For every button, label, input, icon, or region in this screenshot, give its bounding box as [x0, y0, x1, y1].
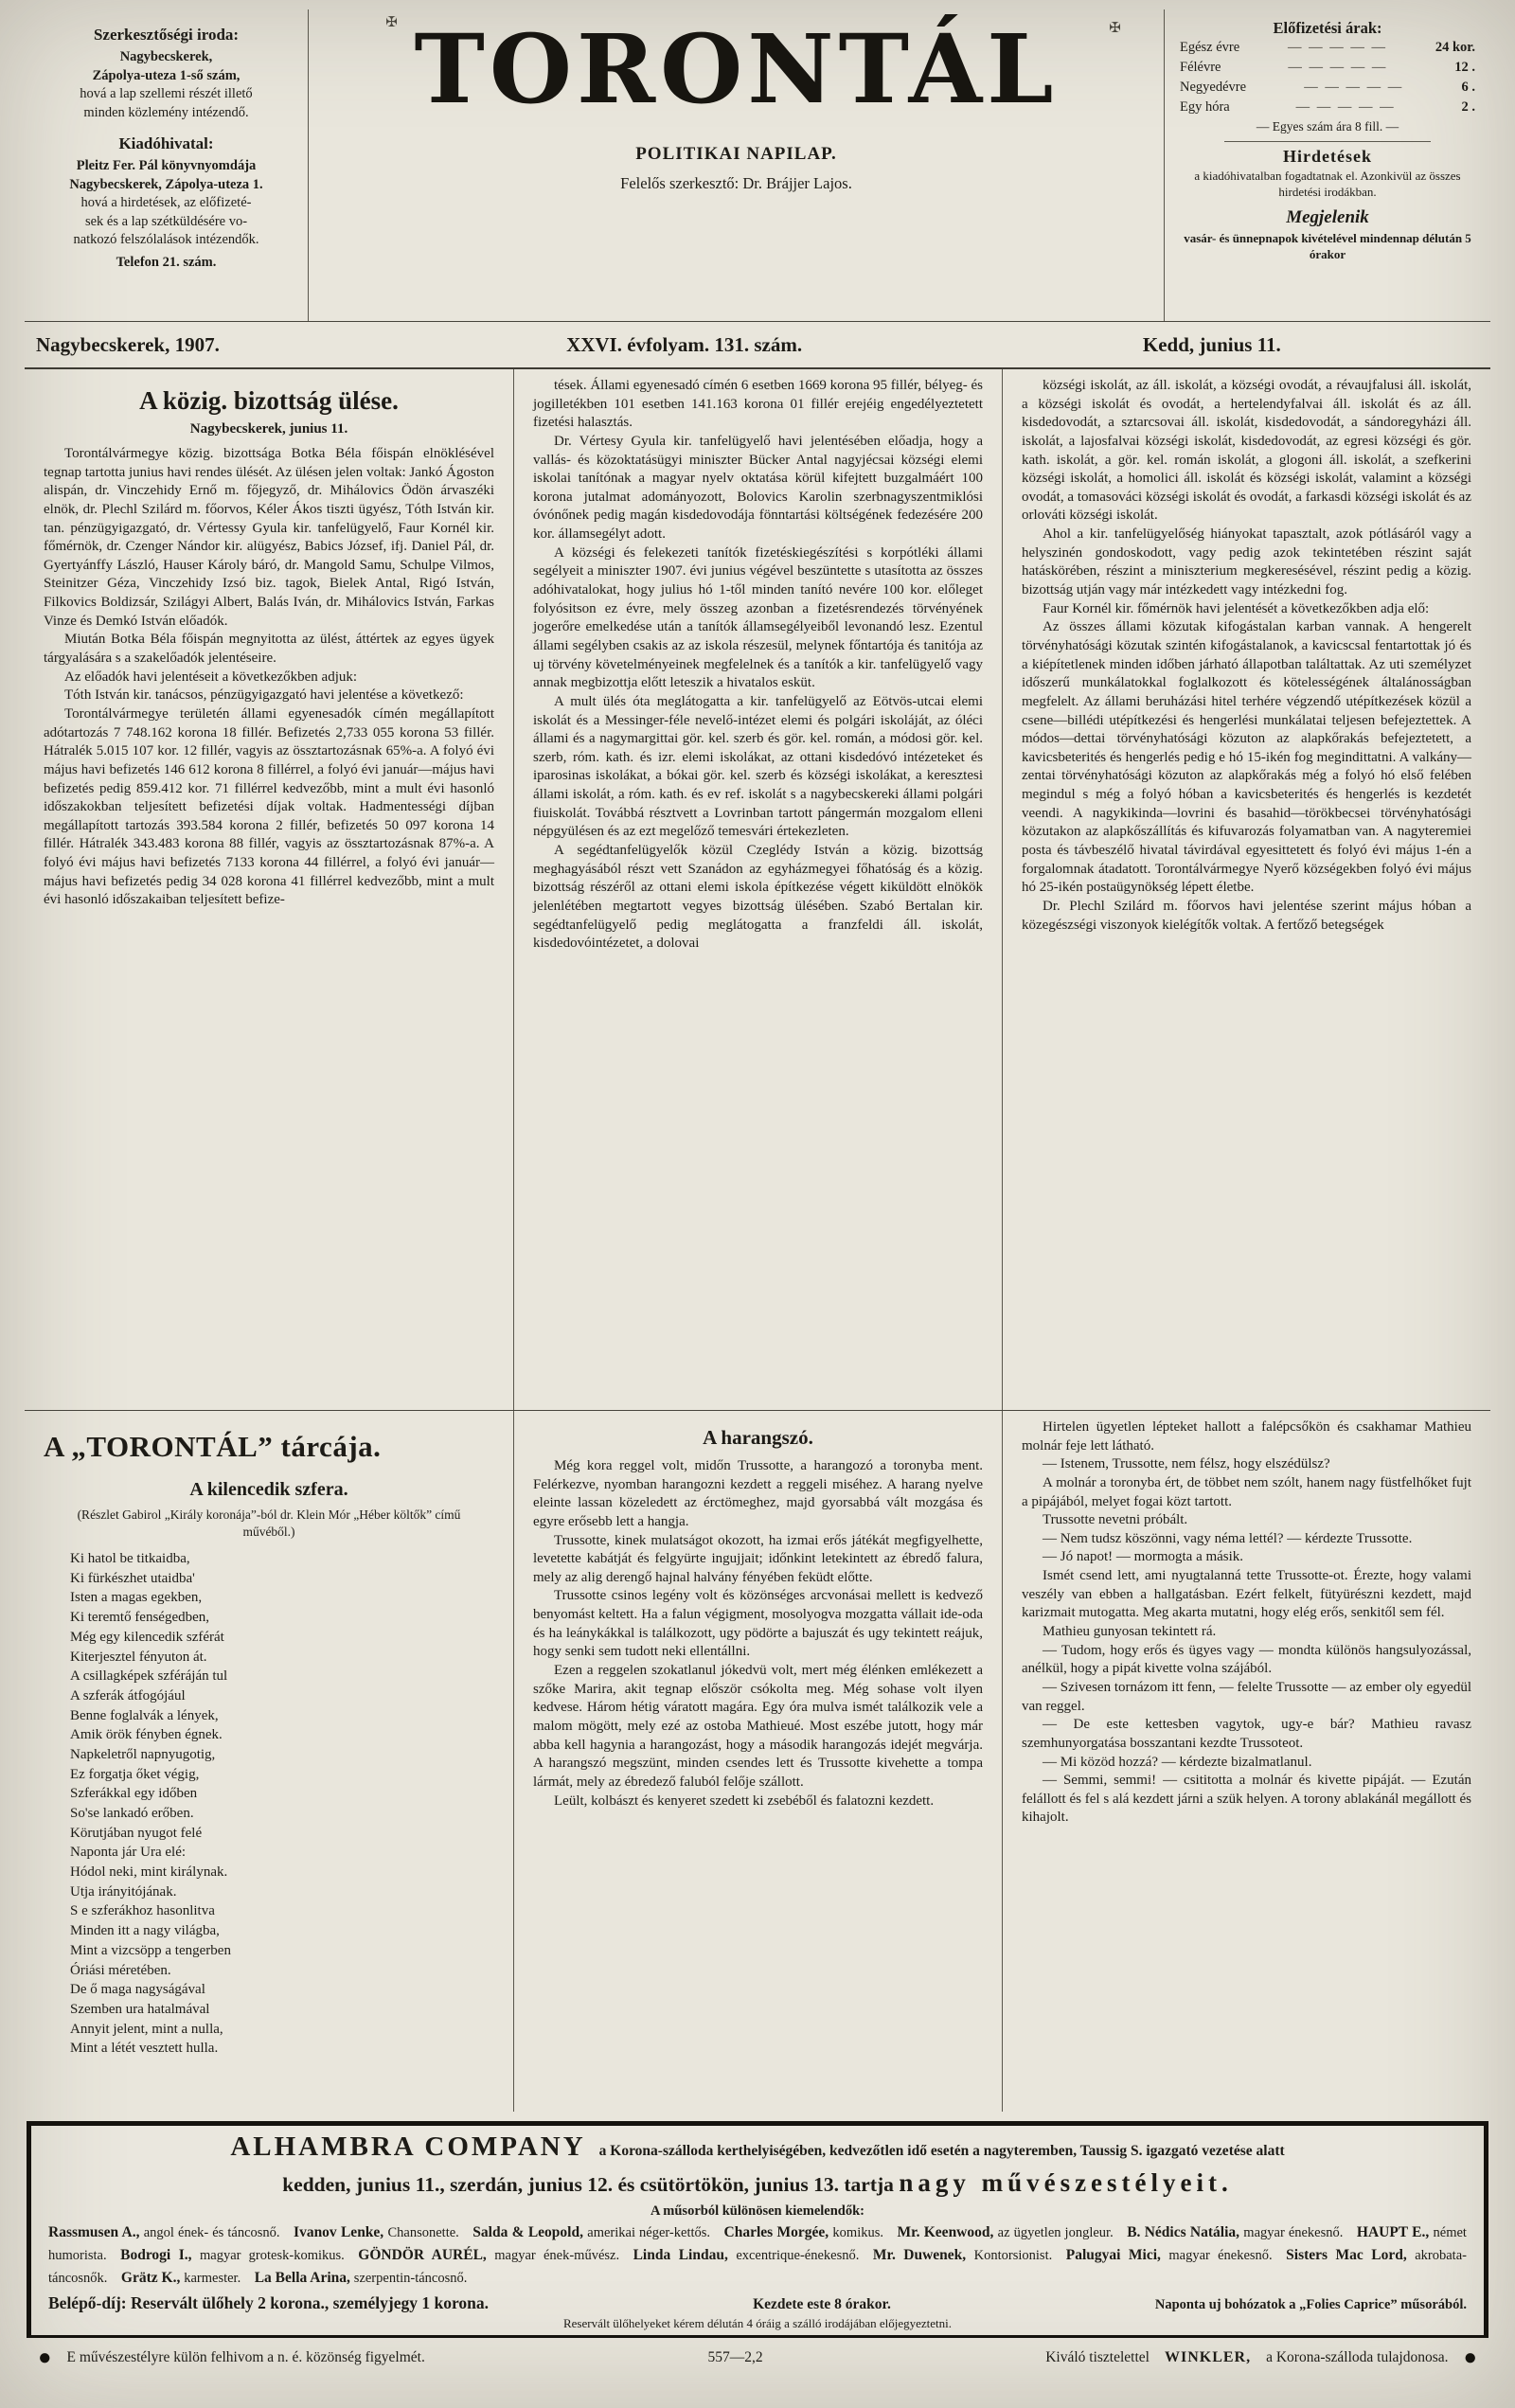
poem-line: S e szferákhoz hasonlitva [70, 1903, 215, 1919]
paragraph: — Mi közöd hozzá? — kérdezte bizalmatlanul. [1043, 1754, 1312, 1770]
publisher-line: Nagybecskerek, Zápolya-uteza 1. [69, 176, 263, 192]
publisher-lines [36, 157, 296, 272]
rate-label: Félévre [1180, 60, 1221, 76]
poem-line: Utja irányitójának. [70, 1883, 177, 1900]
paragraph: A segédtanfelügyelők közül Czeglédy István a közig. bizottság meghagyásából részt vett Szanádon az egyházmegyei főhatóság és a közig. bizottság részéről az ottani elemi iskola építkezése végett kiküldött elnökök jelenlétében megtartott vegyes bizottság ülésében. Szabó Bertalan kir. segédtanfelügyelő pedig meglátogatta a franzfeldi áll. iskolát, kisdedovóintézetet, a dolovai [533, 843, 983, 952]
performer-entry: Bodrogi I., magyar grotesk-komikus. [120, 2247, 359, 2264]
ad-entry-price: Belépő-díj: Reservált ülőhely 2 korona., személyjegy 1 korona. [48, 2293, 490, 2313]
paragraph: — Jó napot! — mormogta a másik. [1043, 1549, 1244, 1565]
performer-entry: Charles Morgée, komikus. [723, 2224, 898, 2240]
article-dateline: Nagybecskerek, junius 11. [189, 421, 348, 437]
poem-line: Még egy kilencedik szférát [70, 1629, 224, 1645]
rate-row [1180, 78, 1475, 98]
rate-value: 24 kor. [1435, 40, 1475, 55]
publisher-line: Pleitz Fer. Pál könyvnyomdája [76, 158, 257, 174]
printer-mark-icon: ✠ [1109, 21, 1121, 36]
paragraph: Tóth István kir. tanácsos, pénzügyigazgató havi jelentése a következő: [64, 687, 464, 704]
printer-mark-icon: ✠ [385, 15, 398, 30]
bullet-icon: ● [38, 2346, 52, 2371]
poem-line: Isten a magas egekben, [70, 1590, 203, 1606]
dateline-volume-issue: XXVI. évfolyam. 131. szám. [566, 332, 803, 356]
editorial-line: Nagybecskerek, [119, 48, 213, 64]
rate-dashes: — — — — — [1304, 80, 1404, 96]
paragraph: Leült, kolbászt és kenyeret szedett ki zsebéből és falatozni kezdett. [554, 1793, 935, 1809]
ad-company-name: ALHAMBRA COMPANY [230, 2132, 586, 2162]
paragraph: Torontálvármegye közig. bizottsága Botka Béla főispán elnöklésével tegnap tartotta junius havi rendes ülését. Az ülésen jelen voltak: Jankó Ágoston alispán, dr. Vinczehidy Ernő m. főjegyző, dr. Mihálovics Ödön árvaszéki elnök, dr. Plechl Szilárd m. főorvos, Kéler Ákos tiszti ügyész, Tóth István kir. tan. pénzügyigazgató, dr. Vértessy Gyula kir. tanfelügyelő, Faur Kornél kir. főmérnök, dr. Czenger Nándor kir. alügyész, Babics József, ifj. Daniel Pál, dr. Gyertyánffy László, Hauser Károly báró, dr. Mangold Samu, Schulpe Vilmos, Steinitzer Géza, Vinczehidy Izsó biz. tagok, Bielek Antal, Rigó István, Filkovics Boldizsár, Szilágyi Albert, Balás Iván, dr. Mihálovics István, Farkas Vinze és Demkó István előadók. [44, 446, 494, 629]
rate-row [1180, 38, 1475, 58]
paragraph: A mult ülés óta meglátogatta a kir. tanfelügyelő az Eötvös-utcai elemi iskolát és a Messinger-féle nevelő-intézet elemi és polgári iskoláját, az óléci állami és a nagymargittai gör. kel. szerb és gör. kel. román, a módosi gör. kel. szerb, róm. kath. és izr. elemi iskolákat, az ottani kisdedóvó intézeteket és iparosinas iskolákat, a bókai gör. kel. szerb és községi iskolákat, a keresztesi állami iskolát, a róm. kath. és ev ref. iskolát s a nagybecskereki állami polgári fiuiskolát. Továbbá résztvett a Lovrinban tartott pángermán mozgalom elleni népgyülésen és az ezt megelőző temesvári értekezleten. [533, 693, 983, 840]
rate-dashes: — — — — — [1295, 99, 1396, 116]
ads-title: Hirdetések [1283, 147, 1372, 167]
subscription-title: Előfizetési árak: [1273, 19, 1382, 37]
poem-line: Mint a vizcsöpp a tengerben [70, 1942, 231, 1958]
dateline-place-year: Nagybecskerek, 1907. [36, 332, 220, 356]
poem-line: Kiterjesztel fényuton át. [70, 1649, 207, 1665]
paragraph: Miután Botka Béla főispán megnyitotta az ülést, áttértek az egyes ügyek tárgyalására s a szakelőadók jelentéseire. [44, 632, 494, 667]
bullet-icon: ● [1463, 2346, 1477, 2371]
poem-line: Ez forgatja őket végig, [70, 1766, 200, 1782]
paragraph: Dr. Plechl Szilárd m. főorvos havi jelentése szerint május hóban a közegészségi viszonyok kielégítők voltak. A fertőző betegségek [1022, 898, 1471, 933]
paragraph: Még kora reggel volt, midőn Trussotte, a harangozó a toronyba ment. Felérkezve, nyomban harangozni kezdett a reggeli miséhez. A harang nyelve eleinte lassan közeledett az érctömeghez, majd gyorsabbá vált mozgása és egyre erősebb lett a hangja. [533, 1458, 983, 1529]
poem-line: Hódol neki, mint királynak. [70, 1864, 228, 1881]
performer-entry: HAUPT E., német humorista. [48, 2224, 1467, 2264]
paragraph: Trussotte nevetni próbált. [1043, 1512, 1188, 1528]
editor-line: Felelős szerkesztő: Dr. Brájjer Lajos. [620, 174, 852, 192]
story-body-col2 [1022, 1418, 1471, 1828]
paragraph: tések. Állami egyenesadó címén 6 esetben 1669 korona 95 fillér, bélyeg- és jogilletékben 101 esetben 141.163 korona 01 fillér erejéig engedélyeztetett fizetési halasztás. [533, 378, 984, 431]
article-column-1 [25, 369, 513, 1410]
poem-line: Annyit jelent, mint a nulla, [70, 2021, 223, 2037]
paragraph: — Nem tudsz köszönni, vagy néma lettél? — kérdezte Trussotte. [1043, 1530, 1413, 1546]
performer-entry: Mr. Duwenek, Kontorsionist. [872, 2247, 1066, 2264]
ad-closing-text: E művészestélyre külön felhivom a n. é. közönség figyelmét. [66, 2349, 425, 2366]
paragraph: — Semmi, semmi! — csititotta a molnár és kivette pipáját. — Ezután felállott és fel s alá kezdett járni a szük helyen. A torony ablakánál megállott és kihajolt. [1022, 1773, 1471, 1826]
paragraph: — Szivesen tornázom itt fenn, — felelte Trussotte — az ember oly egyedül van reggel. [1022, 1679, 1471, 1714]
dateline [25, 322, 1490, 369]
poem-body [44, 1549, 494, 2059]
feuilleton-column-1 [25, 1411, 513, 2112]
story-title: A harangszó. [703, 1426, 813, 1449]
poem-line: Minden itt a nagy világba, [70, 1923, 220, 1939]
rate-value: 6 . [1461, 80, 1475, 96]
ad-reservation-note: Reservált ülőhelyeket kérem délután 4 óráig a szálló irodájában előjegyeztetni. [562, 2316, 953, 2331]
paragraph: Ezen a reggelen szokatlanul jókedvü volt, mert még élénken emlékezett a szőke Marira, akit tegnap először csókolta meg. Még sohase volt ilyen kedvese. Három hétig váratott magára. Egy óra mulva ismét találkozik vele a malom mögött, mely ezé az ostoba Mathieué. Most eszébe jutott, hogy már abba kell hagynia a harangozást, hogy a második harangozás idejét megvárja. A harangszó megszünt, minden csendes lett és Trussotte kivehette a tompa lármát, mely az ébredező faluból felője szállott. [533, 1663, 983, 1790]
article-body-col2 [533, 377, 983, 954]
poem-line: Szemben ura hatalmával [70, 2001, 210, 2017]
paragraph: — Tudom, hogy erős és ügyes vagy — mondta különös hangsulyozással, anélkül, hogy a pipát kivette volna szájából. [1022, 1642, 1471, 1677]
rate-label: Egy hóra [1180, 99, 1230, 116]
publisher-line: sek és a lap szétküldésére vo- [84, 213, 248, 229]
main-article-section [25, 369, 1490, 1411]
paragraph: — De este kettesben vagytok, ugy-e bár? Mathieu ravasz szemhunyorgatása bosszantani kezdte Trussoteot. [1022, 1717, 1471, 1751]
poem-line: A szferák átfogójául [70, 1687, 186, 1703]
performer-entry: Sisters Mac Lord, akrobata-táncosnők. [48, 2247, 1467, 2287]
feuilleton-section [25, 1411, 1490, 2112]
article-body-col1 [44, 445, 494, 910]
feuilleton-title: A „TORONTÁL” tárcája. [44, 1430, 382, 1463]
advertisement-section [25, 2112, 1490, 2408]
performer-entry: Palugyai Mici, magyar énekesnő. [1065, 2247, 1287, 2264]
paragraph: községi iskolát, az áll. iskolát, a községi ovodát, a révaujfalusi áll. iskolát, a községi iskolát és ovodát, a hertelendyfalvai áll. iskolát és az áll. kisdedovodát, a sztarcsovai áll. iskolát, kisdedovodát, a sándoregyházi áll. iskolát, a lajosfalvai községi iskolát, kisdedovodát, az egresi községi és gör. kath. iskolát, a gör. kel. román iskolát, a glogoni áll. iskolát, a szefkerini községi iskolát, a homolici áll. iskolát és községi iskolát, valamint a községi ovodát, a tomasováci községi iskolát és ovodát, a farkasdi községi iskolát és az orlováti községi iskolát. [1022, 378, 1471, 524]
paragraph: Ismét csend lett, ami nyugtalanná tette Trussotte-ot. Érezte, hogy valami veszély van ebben a hallgatásban. Ezért felkelt, fütyürészni kezdett, majd karizmait mutogatta. Meg akarta mutatni, hogy elég erős, senkitől sem fél. [1022, 1568, 1471, 1621]
ad-closing-mid: Kiváló tisztelettel [1045, 2349, 1150, 2366]
ad-entry-info [48, 2293, 1467, 2313]
editorial-line: minden közlemény intézendő. [83, 104, 249, 120]
ad-headline [48, 2132, 1467, 2163]
paragraph: Hirtelen ügyetlen lépteket hallott a falépcsőkön és csakhamar Mathieu molnár feje lett látható. [1022, 1419, 1471, 1454]
performer-entry: Linda Lindau, excentrique-énekesnő. [633, 2247, 873, 2264]
paragraph: Faur Kornél kir. főmérnök havi jelentését a következőkben adja elő: [1043, 600, 1430, 616]
paragraph: A molnár a toronyba ért, de többet nem szólt, hanem nagy füstfelhőket fujt a pipájából, melyet fogai közt tartott. [1022, 1474, 1471, 1509]
performer-entry: B. Nédics Natália, magyar énekesnő. [1127, 2224, 1357, 2240]
performer-entry: Grätz K., karmester. [120, 2270, 255, 2287]
rate-label: Negyedévre [1180, 80, 1247, 96]
ad-daily-program: Naponta uj bohózatok a „Folies Caprice” műsorából. [1154, 2297, 1467, 2313]
editorial-office-block [25, 9, 309, 321]
paragraph: Trussotte, kinek mulatságot okozott, ha izmai erős játékát megfigyelhette, levetette kabátját és felgyürte ingujjait; időnkint letekintett az ébredő falura, mely az alig derengő hajnal halvány fényében feküdt előtte. [533, 1532, 983, 1585]
poem-line: Óriási méretében. [70, 1962, 171, 1978]
paragraph: Trussotte csinos legény volt és közönséges arcvonásai mellett is kedvező benyomást keltett. Ha a falun végigment, mosolyogva mozgatta vállait ide-oda és ha leánykákkal is találkozott, ugy pödörte a bajuszát és ugy tekintett reájuk, hogy senki sem tudott neki ellentállni. [533, 1588, 983, 1660]
rate-dashes: — — — — — [1288, 60, 1388, 76]
paragraph: Dr. Vértesy Gyula kir. tanfelügyelő havi jelentésében előadja, hogy a vallás- és közoktatásügyi miniszter Bücker Antal nagyjécsai községi elemi iskolai tanítónak a magyar nyelv oktatása körül kifejtett buzgalmáért 100 korona jutalmat adományozott, Bolovics Karolin szerbnagyszentmiklósi óvónőnek pedig magán kisdedovodája fönntartási költségének fedezésére 200 kor. államsegélyt adott. [533, 433, 983, 543]
publisher-line: Telefon 21. szám. [116, 254, 217, 270]
rate-value: 12 . [1454, 60, 1475, 76]
poem-line: Ki teremtő fenségedben, [70, 1610, 210, 1626]
paragraph: A községi és felekezeti tanítók fizetéskiegészítési s korpótléki állami segélyeit a miniszter 1907. évi junius végével beszüntette s utasította az összes adóhivatalokat, hogy julius hó 1-től minden tanító nevére 100 kor. előleget folyósitson ez évre, mely összeg azonban a fizetésrendezés törvényének jogerőre emelkedése után a tanítók államsegélyeiből levonandó lesz. Ezentul állami segélyben csakis az az iskola részesül, melynek főntartója és tanitója az uj törvény követelményeinek megfelelnek és a tanítók a kir. tanfelügyelő vagy annak megbizottja előtt leteszik a hivatalos esküt. [533, 544, 983, 691]
poem-line: Ki hatol be titkaidba, [70, 1551, 190, 1567]
publisher-line: natkozó felszólalások intézendők. [73, 232, 259, 248]
dateline-day-date: Kedd, junius 11. [1142, 332, 1281, 356]
performer-entry: Rassmusen A., angol ének- és táncosnő. [48, 2224, 294, 2240]
ad-start-time: Kezdete este 8 órakor. [753, 2296, 891, 2313]
poem-line: Körutjában nyugot felé [70, 1825, 203, 1841]
article-column-2 [513, 369, 1002, 1410]
divider [1224, 141, 1431, 142]
appears-text: vasár- és ünnepnapok kivételével mindennap délután 5 órakor [1184, 230, 1471, 262]
editorial-office-title: Szerkesztőségi iroda: [93, 26, 240, 44]
poem-line: Napkeletről napnyugotig, [70, 1746, 216, 1762]
ad-signature-rest: a Korona-szálloda tulajdonosa. [1266, 2349, 1449, 2366]
performer-entry: Salda & Leopold, amerikai néger-kettős. [472, 2224, 724, 2240]
poem-line: Ki fürkészhet utaidba' [70, 1570, 195, 1586]
poem-attribution: (Részlet Gabirol „Király koronája”-ból dr. Klein Mór „Héber költők” című művéből.) [77, 1507, 461, 1539]
subscription-block [1164, 9, 1490, 321]
rate-row [1180, 58, 1475, 78]
single-copy-price: — Egyes szám ára 8 fill. — [1256, 119, 1399, 134]
article-body-col3 [1022, 377, 1471, 935]
ads-text: a kiadóhivatalban fogadtatnak el. Azonkivül az összes hirdetési irodákban. [1194, 169, 1461, 199]
poem-line: A csillagképek szféráján tul [70, 1668, 228, 1685]
alhambra-ad-box [27, 2121, 1488, 2338]
story-body-col1 [533, 1457, 983, 1810]
poem-line: Szferákkal egy időben [70, 1786, 198, 1802]
editorial-line: Zápolya-uteza 1-ső szám, [92, 67, 241, 83]
article-column-3 [1002, 369, 1490, 1410]
publisher-title: Kiadóhivatal: [118, 134, 214, 153]
masthead-center [309, 9, 1164, 321]
performer-entry: Mr. Keenwood, az ügyetlen jongleur. [897, 2224, 1128, 2240]
ad-closing-row [27, 2338, 1488, 2369]
performer-entry: La Bella Arina, szerpentin-táncosnő. [254, 2270, 481, 2287]
paper-subtitle: POLITIKAI NAPILAP. [635, 144, 837, 164]
article-title: A közig. bizottság ülése. [139, 386, 399, 415]
paragraph: — Istenem, Trussotte, nem félsz, hogy elszédülsz? [1043, 1456, 1330, 1472]
paragraph: Torontálvármegye területén állami egyenesadók címén megállapított adótartozás 7 748.162 korona 18 fillér. Befizetés 2,733 055 korona 53 fillér. Hátralék 5.015 107 kor. 12 fillér, vagyis az össztartozásnak 65%-a. A folyó évi május havi befizetés 146 612 korona 8 fillérrel, a folyó évi január—május havi befizetés pedig 859.412 kor. 71 fillérrel kedvezőbb, mint a mult évi hasonló időszakokban teljesített befizetési díjak voltak. Hadmentességi díjban megállapított tartozás 393.584 korona 2 fillér, befizetés 50 097 korona 14 fillér. Hátralék 343.483 korona 88 fillér, vagyis az össztartozásnak 87%-a. A folyó évi május havi befizetés 7133 korona 44 fillérrel, a folyó évi január—május havi befizetés pedig 34 028 korona 41 fillérrel kedvezőbb, mint a mult évi hasonló időszakaiban teljesített befize- [44, 705, 494, 908]
ad-performers-list [48, 2221, 1467, 2290]
editorial-office-lines [36, 48, 296, 122]
rate-label: Egész évre [1180, 40, 1240, 55]
newspaper-logo: TORONTÁL [414, 13, 1059, 125]
rate-value: 2 . [1461, 99, 1475, 116]
paragraph: Ahol a kir. tanfelügyelőség hiányokat tapasztalt, azok pótlásáról vagy a helyszinén gondoskodott, vagy pedig azok tekintetében részint saját hatáskörében, részint a miniszterium megkeresésével, részint pedig a közig. bizottság utján vagy már intézkedett vagy intézkedni fog. [1022, 526, 1471, 598]
ad-signature-name: WINKLER, [1164, 2349, 1252, 2366]
publisher-line: hová a hirdetések, az előfizeté- [80, 195, 252, 211]
poem-line: Amik örök fényben égnek. [70, 1727, 223, 1743]
performer-entry: GÖNDÖR AURÉL, magyar ének-művész. [358, 2247, 633, 2264]
poem-line: So'se lankadó erőben. [70, 1806, 194, 1822]
poem-line: Benne foglalvák a lények, [70, 1707, 219, 1723]
ad-dates: kedden, junius 11., szerdán, junius 12. és csütörtökön, junius 13. tartja [282, 2173, 894, 2196]
ad-venue-line: a Korona-szálloda kerthelyiségében, kedvezőtlen idő esetén a nagyteremben, Taussig S. igazgató vezetése alatt [598, 2143, 1285, 2159]
feuilleton-column-3 [1002, 1411, 1490, 2112]
poem-line: De ő maga nagyságával [70, 1982, 205, 1998]
paragraph: Mathieu gunyosan tekintett rá. [1043, 1624, 1217, 1640]
ad-program-intro: A műsorból különösen kiemelendők: [650, 2203, 864, 2219]
ad-finale: nagy művészestélyeit. [899, 2168, 1233, 2197]
rate-row [1180, 98, 1475, 117]
editorial-line: hová a lap szellemi részét illető [80, 86, 253, 102]
poem-line: Naponta jár Ura elé: [70, 1845, 187, 1861]
performer-entry: Ivanov Lenke, Chansonette. [294, 2224, 473, 2240]
paragraph: Az összes állami közutak kifogástalan karban vannak. A hengerelt törvényhatósági közutak szintén kifogástalanok, a kavicscsal fentartottak jó és a kiépítetlenek minden időben járható állapotban találtattak. Az uti személyzet időszerű munkálatokkal foglalkozott és kötelességének általánosságban megfelelt. Az állami beruházási hitel terhére végzendő utépítkezések közül a csene—billédi utépítkezési és hengerlési munkálatai teljesen befejeztettek. A módos—dettai törvényhatósági közuton az alapkőrakás befejeztetett, a kavicsbeterités és hengerlés pedig e hó 15-ikén fog megindittatni. A valkány—zentai törvényhatósági közuton az alapkőrakás még a folyó hó első felében megindul s még a folyó hóban a kavicsbeterités és hengerlés is kezdetét veendi. A nagykikinda—lovrini és basahid—törökbecsei törvényhatósági közutakon az alapkőszállítás és kifuvarozás folyamatban van. A nagyteremiei posta és távbeszélő hivatal távirdával egyesittetett és folyó évi május 1-én a forgalomnak átadatott. Torontálvármegye Nyerő községekben folyó évi május hó 25-ikén postaügynökség lépett életbe. [1022, 619, 1471, 896]
ad-ref-number: 557—2,2 [707, 2349, 763, 2366]
masthead [25, 9, 1490, 322]
poem-title: A kilencedik szfera. [189, 1479, 348, 1500]
rate-dashes: — — — — — [1288, 40, 1388, 55]
paragraph: Az előadók havi jelentéseit a következőkben adjuk: [64, 669, 358, 685]
appears-title: Megjelenik [1286, 206, 1369, 227]
ad-dates-line [48, 2168, 1467, 2198]
poem-line: Mint a létét vesztett hulla. [70, 2041, 219, 2057]
feuilleton-column-2 [513, 1411, 1002, 2112]
